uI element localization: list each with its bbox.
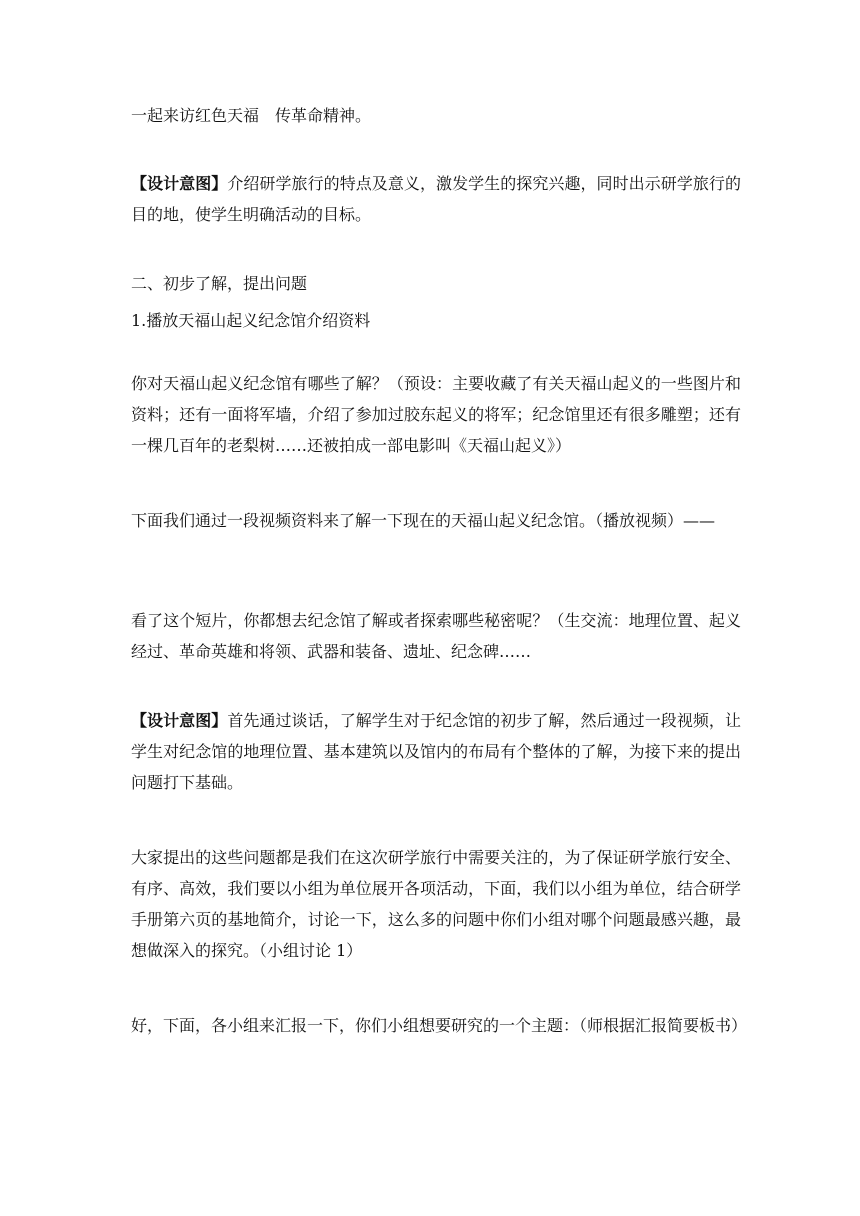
paragraph-student-exchange: [131, 605, 741, 667]
paragraph-group-report: [131, 1010, 748, 1041]
paragraph-question-preset: [131, 368, 741, 461]
design-intent-label: 【设计意图】: [131, 711, 228, 730]
subsection-heading-text: 1.播放天福山起义纪念馆介绍资料: [131, 311, 371, 330]
paragraph-group-discussion: [131, 842, 741, 966]
subsection-heading: [131, 305, 741, 336]
paragraph-text: 好，下面，各小组来汇报一下，你们小组想要研究的一个主题：（师根据汇报简要板书）: [131, 1016, 748, 1035]
paragraph-text: 看了这个短片，你都想去纪念馆了解或者探索哪些秘密呢？（生交流：地理位置、起义经过、革命英雄和将领、武器和装备、遗址、纪念碑……: [131, 611, 741, 661]
paragraph-text: 你对天福山起义纪念馆有哪些了解？（预设：主要收藏了有关天福山起义的一些图片和资料；还有一面将军墙，介绍了参加过胶东起义的将军；纪念馆里还有很多雕塑；还有一棵几百年的老梨树……还被拍成一部电影叫《天福山起义》）: [131, 374, 741, 455]
paragraph-intro-line: [131, 100, 741, 131]
section-heading-text: 二、初步了解，提出问题: [131, 274, 308, 293]
paragraph-design-intent-2: [131, 705, 741, 798]
paragraph-text: 首先通过谈话，了解学生对于纪念馆的初步了解，然后通过一段视频，让学生对纪念馆的地理位置、基本建筑以及馆内的布局有个整体的了解，为接下来的提出问题打下基础。: [131, 711, 741, 792]
design-intent-label: 【设计意图】: [131, 174, 228, 193]
paragraph-text: 大家提出的这些问题都是我们在这次研学旅行中需要关注的，为了保证研学旅行安全、有序、高效，我们要以小组为单位展开各项活动，下面，我们以小组为单位，结合研学手册第六页的基地简介，讨论一下，这么多的问题中你们小组对哪个问题最感兴趣，最想做深入的探究。（小组讨论 1）: [131, 848, 741, 960]
paragraph-text: 下面我们通过一段视频资料来了解一下现在的天福山起义纪念馆。（播放视频）——: [131, 511, 716, 530]
section-heading: [131, 268, 741, 299]
paragraph-video-intro: [131, 505, 741, 536]
paragraph-text: 一起来访红色天福 传革命精神。: [131, 106, 372, 125]
paragraph-design-intent-1: [131, 168, 741, 230]
paragraph-text: 介绍研学旅行的特点及意义，激发学生的探究兴趣，同时出示研学旅行的目的地，使学生明确活动的目标。: [131, 174, 741, 224]
